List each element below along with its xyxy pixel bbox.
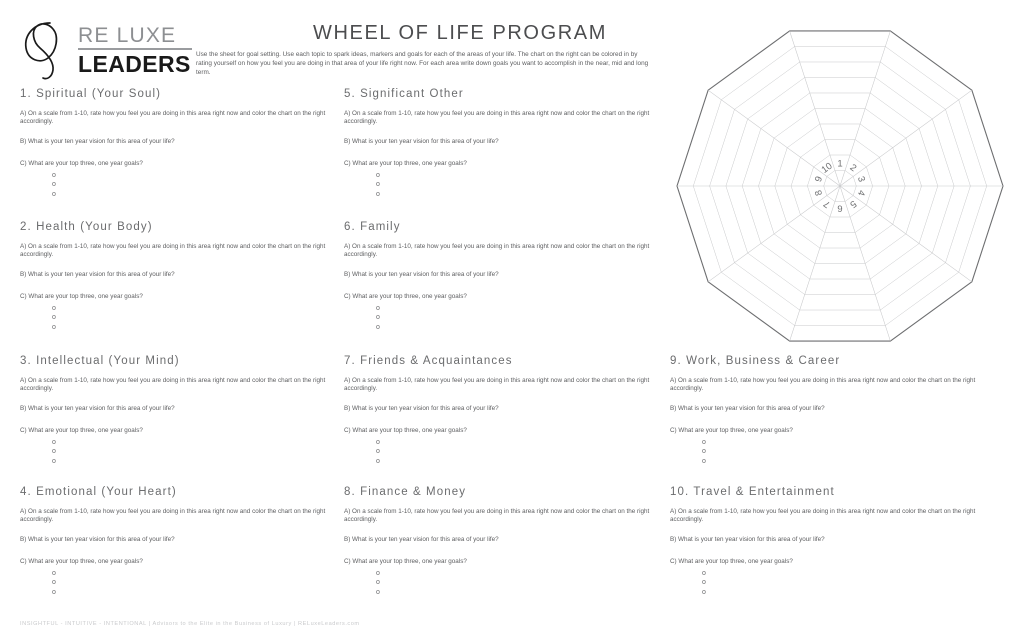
goal-bullet[interactable]: o xyxy=(702,457,706,465)
prompt-a: A) On a scale from 1-10, rate how you feel you are doing in this area right now and color the chart on the right accordingly. xyxy=(344,377,650,393)
brand-wordmark xyxy=(78,24,192,76)
prompt-b: B) What is your ten year vision for this area of your life? xyxy=(344,535,499,543)
prompt-c: C) What are your top three, one year goals? xyxy=(20,427,143,435)
section-title: 8. Finance & Money xyxy=(344,486,467,498)
wheel-radar-svg[interactable] xyxy=(668,12,1012,358)
prompt-c: C) What are your top three, one year goals? xyxy=(20,293,143,301)
wheel-sector-number: 6 xyxy=(837,202,843,214)
wheel-spoke xyxy=(708,186,843,282)
prompt-b: B) What is your ten year vision for this area of your life? xyxy=(670,404,825,412)
prompt-c: C) What are your top three, one year goals? xyxy=(344,427,467,435)
goal-bullet[interactable]: o xyxy=(702,569,706,577)
goal-list xyxy=(344,438,662,467)
prompt-a: A) On a scale from 1-10, rate how you feel you are doing in this area right now and color the chart on the right accordingly. xyxy=(344,243,650,259)
prompt-a: A) On a scale from 1-10, rate how you feel you are doing in this area right now and color the chart on the right accordingly. xyxy=(344,110,650,126)
goal-bullet[interactable]: o xyxy=(52,579,56,587)
brand-logo xyxy=(20,20,192,82)
prompt-a: A) On a scale from 1-10, rate how you feel you are doing in this area right now and color the chart on the right accordingly. xyxy=(20,377,326,393)
prompt-b: B) What is your ten year vision for this area of your life? xyxy=(20,535,175,543)
prompt-c: C) What are your top three, one year goals? xyxy=(344,293,467,301)
prompt-b: B) What is your ten year vision for this area of your life? xyxy=(20,404,175,412)
prompt-a: A) On a scale from 1-10, rate how you feel you are doing in this area right now and color the chart on the right accordingly. xyxy=(20,508,326,524)
wheel-sector-number: 5 xyxy=(847,197,859,210)
goal-list xyxy=(20,438,338,467)
wheel-spoke xyxy=(840,90,972,186)
goal-bullet[interactable]: o xyxy=(52,438,56,446)
goal-bullet[interactable]: o xyxy=(52,314,56,322)
wheel-sector-number: 1 xyxy=(837,158,843,170)
goal-list xyxy=(670,438,988,467)
goal-bullet[interactable]: o xyxy=(376,438,380,446)
wheel-sector-number: 2 xyxy=(847,162,859,175)
section-4 xyxy=(20,486,338,597)
goal-bullet[interactable]: o xyxy=(52,304,56,312)
goal-bullet[interactable]: o xyxy=(376,304,380,312)
goal-bullet[interactable]: o xyxy=(52,181,56,189)
goal-bullet[interactable]: o xyxy=(376,457,380,465)
prompt-a: A) On a scale from 1-10, rate how you feel you are doing in this area right now and color the chart on the right accordingly. xyxy=(20,243,326,259)
prompt-a: A) On a scale from 1-10, rate how you feel you are doing in this area right now and color the chart on the right accordingly. xyxy=(670,377,976,393)
brand-line-1: RE LUXE xyxy=(78,24,177,47)
wheel-of-life-chart[interactable] xyxy=(668,12,1012,358)
prompt-a: A) On a scale from 1-10, rate how you feel you are doing in this area right now and color the chart on the right accordingly. xyxy=(344,508,650,524)
section-9 xyxy=(670,355,988,466)
goal-bullet[interactable]: o xyxy=(52,190,56,198)
prompt-b: B) What is your ten year vision for this area of your life? xyxy=(20,137,175,145)
section-title: 1. Spiritual (Your Soul) xyxy=(20,88,162,100)
section-title: 9. Work, Business & Career xyxy=(670,355,841,367)
prompt-b: B) What is your ten year vision for this area of your life? xyxy=(344,404,499,412)
goal-bullet[interactable]: o xyxy=(376,448,380,456)
prompt-b: B) What is your ten year vision for this area of your life? xyxy=(344,137,499,145)
section-title: 7. Friends & Acquaintances xyxy=(344,355,513,367)
goal-bullet[interactable]: o xyxy=(376,190,380,198)
goal-bullet[interactable]: o xyxy=(376,323,380,331)
goal-bullet[interactable]: o xyxy=(52,448,56,456)
section-10 xyxy=(670,486,988,597)
section-title: 5. Significant Other xyxy=(344,88,464,100)
prompt-a: A) On a scale from 1-10, rate how you feel you are doing in this area right now and color the chart on the right accordingly. xyxy=(20,110,326,126)
wheel-sector-number: 4 xyxy=(854,188,867,198)
goal-bullet[interactable]: o xyxy=(702,448,706,456)
goal-bullet[interactable]: o xyxy=(52,171,56,179)
prompt-c: C) What are your top three, one year goals? xyxy=(670,558,793,566)
prompt-c: C) What are your top three, one year goals? xyxy=(344,160,467,168)
intro-paragraph: Use the sheet for goal setting. Use each topic to spark ideas, markers and goals for each of the areas of your life. The chart on the right can be colored in by rating yourself on how you feel you are doing in that area of your life right now. For each area write down goals you want to accomplish in the near, mid and long term. xyxy=(196,51,649,76)
prompt-a: A) On a scale from 1-10, rate how you feel you are doing in this area right now and color the chart on the right accordingly. xyxy=(670,508,976,524)
wheel-sector-number: 8 xyxy=(813,188,826,198)
script-phi-monogram-icon xyxy=(20,20,78,82)
goal-bullet[interactable]: o xyxy=(702,579,706,587)
wheel-sector-number: 9 xyxy=(813,174,826,184)
goal-bullet[interactable]: o xyxy=(702,438,706,446)
wheel-sector-number: 3 xyxy=(854,174,867,184)
goal-list xyxy=(20,304,338,333)
section-title: 10. Travel & Entertainment xyxy=(670,486,835,498)
prompt-b: B) What is your ten year vision for this area of your life? xyxy=(670,535,825,543)
brand-line-2: LEADERS xyxy=(78,51,191,77)
section-title: 2. Health (Your Body) xyxy=(20,221,153,233)
wheel-spoke xyxy=(708,90,843,186)
goal-list xyxy=(670,569,988,598)
goal-list xyxy=(20,569,338,598)
prompt-c: C) What are your top three, one year goals? xyxy=(20,558,143,566)
prompt-c: C) What are your top three, one year goals? xyxy=(20,160,143,168)
section-7 xyxy=(344,355,662,466)
goal-bullet[interactable]: o xyxy=(376,171,380,179)
brand-divider xyxy=(78,48,192,50)
goal-bullet[interactable]: o xyxy=(52,588,56,596)
section-8 xyxy=(344,486,662,597)
section-1 xyxy=(20,88,338,199)
goal-bullet[interactable]: o xyxy=(52,323,56,331)
goal-list xyxy=(344,569,662,598)
goal-bullet[interactable]: o xyxy=(376,569,380,577)
goal-bullet[interactable]: o xyxy=(376,579,380,587)
wheel-sector-number: 10 xyxy=(819,160,835,176)
wheel-sector-number: 7 xyxy=(821,197,833,210)
goal-bullet[interactable]: o xyxy=(702,588,706,596)
goal-bullet[interactable]: o xyxy=(376,588,380,596)
section-2 xyxy=(20,221,338,332)
wheel-spoke xyxy=(840,186,972,282)
section-title: 6. Family xyxy=(344,221,401,233)
prompt-b: B) What is your ten year vision for this area of your life? xyxy=(344,270,499,278)
goal-bullet[interactable]: o xyxy=(52,457,56,465)
prompt-c: C) What are your top three, one year goals? xyxy=(344,558,467,566)
prompt-c: C) What are your top three, one year goals? xyxy=(670,427,793,435)
section-3 xyxy=(20,355,338,466)
section-title: 3. Intellectual (Your Mind) xyxy=(20,355,180,367)
goal-bullet[interactable]: o xyxy=(52,569,56,577)
goal-bullet[interactable]: o xyxy=(376,314,380,322)
section-6 xyxy=(344,221,662,332)
section-title: 4. Emotional (Your Heart) xyxy=(20,486,177,498)
footer-tagline: INSIGHTFUL - INTUITIVE - INTENTIONAL | Advisors to the Elite in the Business of Luxury | RELuxeLeaders.com xyxy=(20,621,360,627)
section-5 xyxy=(344,88,662,199)
page-title: WHEEL OF LIFE PROGRAM xyxy=(312,22,607,44)
goal-bullet[interactable]: o xyxy=(376,181,380,189)
goal-list xyxy=(344,304,662,333)
goal-list xyxy=(20,171,338,200)
prompt-b: B) What is your ten year vision for this area of your life? xyxy=(20,270,175,278)
goal-list xyxy=(344,171,662,200)
